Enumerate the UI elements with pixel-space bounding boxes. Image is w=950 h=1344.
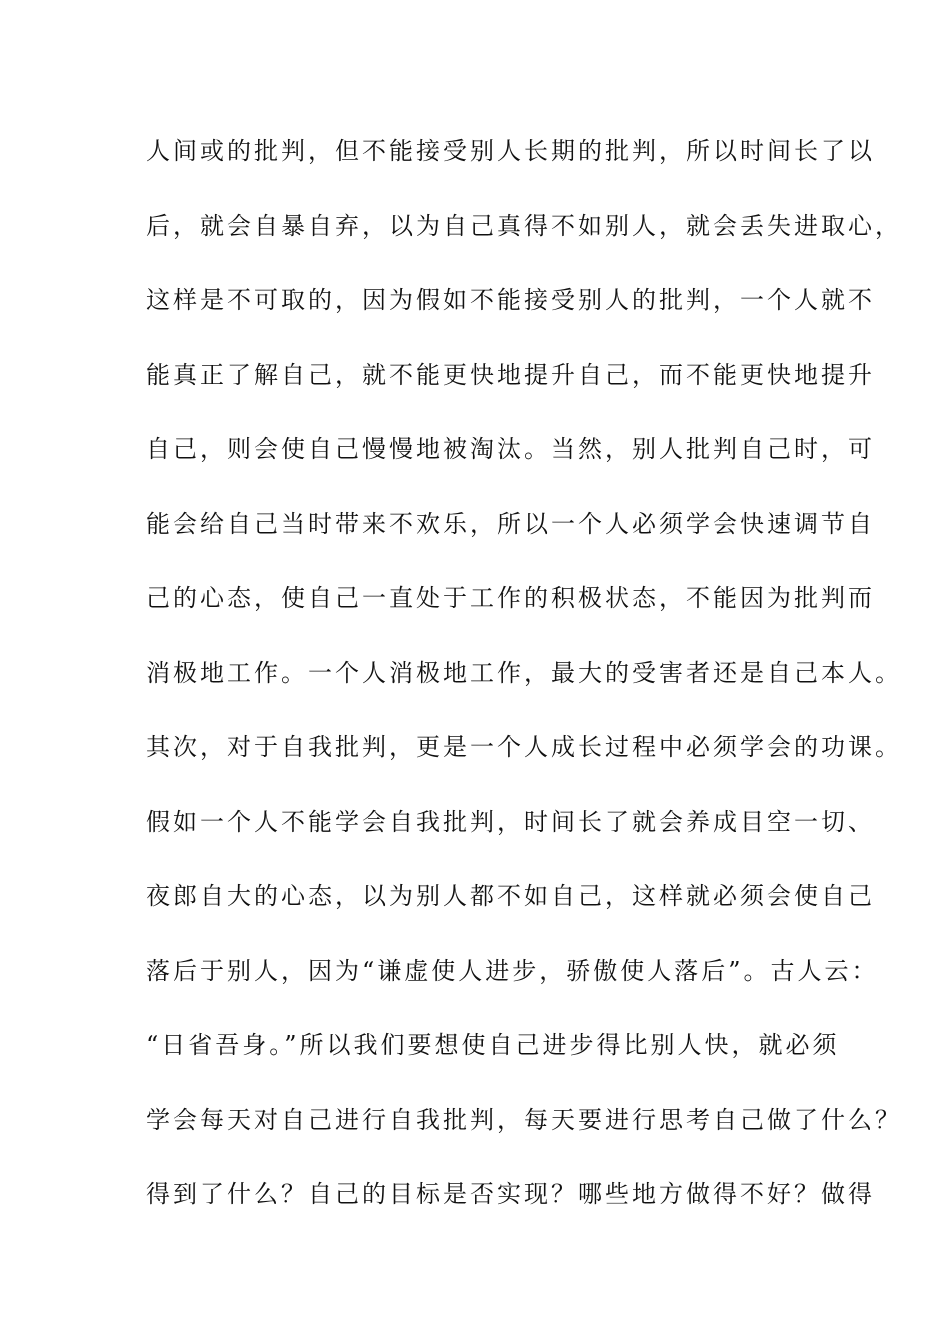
text-line-8: 消极地工作。一个人消极地工作，最大的受害者还是自己本人。 xyxy=(146,658,902,687)
text-line-11: 夜郎自大的心态，以为别人都不如自己，这样就必须会使自己 xyxy=(146,882,875,910)
text-line-15: 得到了什么？自己的目标是否实现？哪些地方做得不好？做得 xyxy=(146,1180,875,1208)
text-line-14: 学会每天对自己进行自我批判，每天要进行思考自己做了什么？ xyxy=(146,1105,902,1134)
text-line-13: “日省吾身。”所以我们要想使自己进步得比别人快，就必须 xyxy=(146,1031,840,1059)
body-text xyxy=(146,128,902,1246)
text-line-7: 己的心态，使自己一直处于工作的积极状态，不能因为批判而 xyxy=(146,584,875,612)
text-line-4: 能真正了解自己，就不能更快地提升自己，而不能更快地提升 xyxy=(146,360,875,389)
text-line-6: 能会给自己当时带来不欢乐，所以一个人必须学会快速调节自 xyxy=(146,509,875,538)
text-line-10: 假如一个人不能学会自我批判，时间长了就会养成目空一切、 xyxy=(146,807,875,836)
text-line-2: 后，就会自暴自弃，以为自己真得不如别人，就会丢失进取心， xyxy=(146,211,902,240)
text-line-12: 落后于别人，因为“谦虚使人进步，骄傲使人落后”。古人云： xyxy=(146,956,879,985)
text-line-3: 这样是不可取的，因为假如不能接受别人的批判，一个人就不 xyxy=(146,286,875,314)
text-line-5: 自己，则会使自己慢慢地被淘汰。当然，别人批判自己时，可 xyxy=(146,435,875,463)
text-line-9: 其次，对于自我批判，更是一个人成长过程中必须学会的功课。 xyxy=(146,733,902,761)
text-line-1: 人间或的批判，但不能接受别人长期的批判，所以时间长了以 xyxy=(146,137,875,165)
